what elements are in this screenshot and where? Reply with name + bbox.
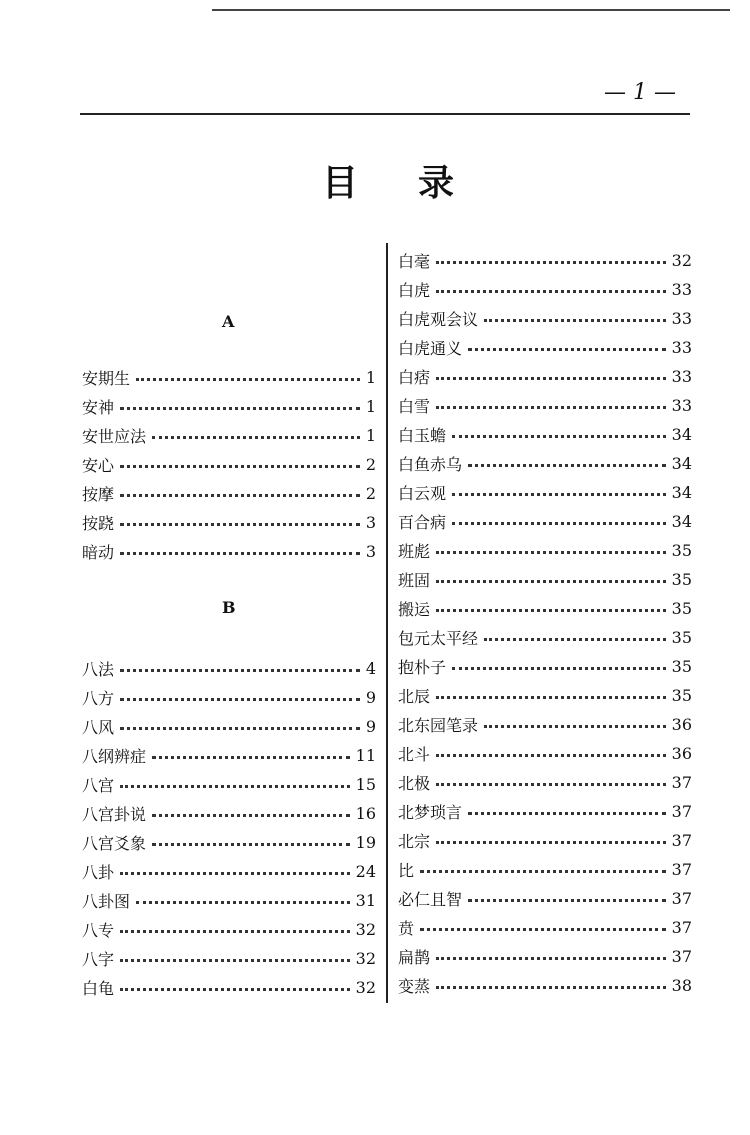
entry-term: 抱朴子	[398, 658, 447, 677]
dot-leader	[120, 727, 360, 730]
dot-leader	[452, 667, 666, 670]
toc-entry	[398, 652, 692, 681]
dot-leader	[468, 464, 666, 467]
entry-page: 37	[671, 947, 692, 966]
entry-page: 37	[671, 860, 692, 879]
entry-page: 32	[355, 978, 376, 997]
toc-entry	[398, 333, 692, 362]
entry-page: 33	[671, 338, 692, 357]
dot-leader	[120, 930, 350, 933]
dot-leader	[436, 551, 666, 554]
entry-page: 11	[355, 746, 376, 765]
dot-leader	[120, 872, 350, 875]
toc-entry	[82, 799, 376, 828]
dot-leader	[152, 843, 350, 846]
dot-leader	[420, 870, 666, 873]
entry-page: 1	[365, 397, 376, 416]
dot-leader	[136, 378, 360, 381]
dot-leader	[436, 957, 666, 960]
entry-term: 八宫卦说	[82, 805, 147, 824]
entry-page: 3	[365, 542, 376, 561]
entry-term: 安世应法	[82, 427, 147, 446]
entry-page: 16	[355, 804, 376, 823]
toc-entry	[398, 739, 692, 768]
page-number: — 1 —	[604, 80, 676, 105]
entry-term: 北梦琐言	[398, 803, 463, 822]
toc-entry	[82, 857, 376, 886]
entry-term: 八宫	[82, 776, 115, 795]
entry-term: 八法	[82, 660, 115, 679]
entry-page: 35	[671, 541, 692, 560]
dot-leader	[452, 435, 666, 438]
entry-term: 八方	[82, 689, 115, 708]
toc-entry	[398, 449, 692, 478]
dot-leader	[436, 986, 666, 989]
dot-leader	[436, 261, 666, 264]
toc-entry	[82, 683, 376, 712]
page-title	[300, 155, 480, 205]
dot-leader	[452, 522, 666, 525]
toc-entry	[82, 915, 376, 944]
entry-term: 北极	[398, 774, 431, 793]
entry-page: 32	[355, 920, 376, 939]
toc-entry	[398, 420, 692, 449]
entry-page: 35	[671, 599, 692, 618]
toc-entry	[82, 770, 376, 799]
dot-leader	[436, 696, 666, 699]
dot-leader	[484, 319, 666, 322]
toc-entry	[82, 508, 376, 537]
toc-entry	[398, 478, 692, 507]
entry-page: 37	[671, 802, 692, 821]
entry-page: 34	[671, 512, 692, 531]
entry-term: 比	[398, 861, 415, 880]
toc-entry	[398, 971, 692, 1000]
entry-term: 班固	[398, 571, 431, 590]
toc-entry	[398, 594, 692, 623]
entry-term: 北斗	[398, 745, 431, 764]
entry-page: 36	[671, 715, 692, 734]
entry-page: 15	[355, 775, 376, 794]
entry-term: 白云观	[398, 484, 447, 503]
entry-page: 24	[355, 862, 376, 881]
dot-leader	[152, 436, 360, 439]
entry-term: 按跷	[82, 514, 115, 533]
entry-term: 白毫	[398, 252, 431, 271]
toc-entry	[82, 828, 376, 857]
entry-term: 贲	[398, 919, 415, 938]
dot-leader	[120, 494, 360, 497]
entry-page: 32	[355, 949, 376, 968]
toc-entry	[398, 304, 692, 333]
entry-term: 白鱼赤乌	[398, 455, 463, 474]
toc-entry	[82, 479, 376, 508]
toc-entry	[82, 712, 376, 741]
dot-leader	[436, 580, 666, 583]
dot-leader	[120, 407, 360, 410]
dot-leader	[120, 669, 360, 672]
entry-term: 北宗	[398, 832, 431, 851]
entry-term: 八卦	[82, 863, 115, 882]
toc-entry	[398, 246, 692, 275]
toc-entry	[82, 886, 376, 915]
dot-leader	[120, 552, 360, 555]
top-border-line	[212, 9, 730, 11]
entry-term: 扁鹊	[398, 948, 431, 967]
toc-entry	[82, 654, 376, 683]
entry-term: 北东园笔录	[398, 716, 479, 735]
entry-term: 变蒸	[398, 977, 431, 996]
entry-page: 1	[365, 426, 376, 445]
entry-term: 八字	[82, 950, 115, 969]
entry-page: 37	[671, 773, 692, 792]
toc-entry	[398, 391, 692, 420]
toc-entry	[82, 392, 376, 421]
toc-entry	[398, 565, 692, 594]
column-divider	[386, 243, 388, 1003]
entry-page: 33	[671, 309, 692, 328]
dot-leader	[468, 812, 666, 815]
entry-page: 2	[365, 484, 376, 503]
entry-term: 按摩	[82, 485, 115, 504]
dot-leader	[436, 290, 666, 293]
dot-leader	[120, 698, 360, 701]
title-char-1: 目	[322, 163, 359, 204]
toc-entry	[398, 855, 692, 884]
dot-leader	[152, 756, 350, 759]
dot-leader	[420, 928, 666, 931]
toc-entry	[398, 275, 692, 304]
dot-leader	[152, 814, 350, 817]
dot-leader	[468, 899, 666, 902]
entry-term: 八纲辨症	[82, 747, 147, 766]
toc-entry	[398, 913, 692, 942]
entry-page: 34	[671, 454, 692, 473]
dot-leader	[436, 841, 666, 844]
toc-entry	[398, 826, 692, 855]
toc-entry	[398, 710, 692, 739]
dot-leader	[436, 754, 666, 757]
toc-entry	[82, 537, 376, 566]
entry-term: 八专	[82, 921, 115, 940]
entry-term: 包元太平经	[398, 629, 479, 648]
entry-page: 37	[671, 889, 692, 908]
toc-entry	[398, 536, 692, 565]
entry-term: 白虎通义	[398, 339, 463, 358]
entry-term: 八卦图	[82, 892, 131, 911]
dot-leader	[120, 959, 350, 962]
entry-term: 白雪	[398, 397, 431, 416]
entry-term: 安期生	[82, 369, 131, 388]
header-rule	[80, 113, 690, 115]
toc-entry	[398, 884, 692, 913]
entry-page: 37	[671, 831, 692, 850]
toc-entry	[398, 507, 692, 536]
dot-leader	[136, 901, 350, 904]
toc-entry	[82, 973, 376, 1002]
toc-entry	[82, 944, 376, 973]
entry-term: 白虎观会议	[398, 310, 479, 329]
dot-leader	[436, 406, 666, 409]
entry-page: 38	[671, 976, 692, 995]
dot-leader	[436, 609, 666, 612]
dot-leader	[120, 523, 360, 526]
entry-page: 33	[671, 396, 692, 415]
entry-term: 八风	[82, 718, 115, 737]
entry-page: 3	[365, 513, 376, 532]
toc-entry	[398, 681, 692, 710]
entry-term: 百合病	[398, 513, 447, 532]
entry-term: 北辰	[398, 687, 431, 706]
entry-page: 31	[355, 891, 376, 910]
entry-page: 34	[671, 425, 692, 444]
entry-page: 19	[355, 833, 376, 852]
toc-entry	[398, 362, 692, 391]
toc-entry	[398, 797, 692, 826]
toc-entry	[398, 623, 692, 652]
entry-page: 35	[671, 570, 692, 589]
section-letter-a: A	[222, 312, 235, 331]
entry-page: 35	[671, 628, 692, 647]
entry-term: 安神	[82, 398, 115, 417]
entry-term: 白玉蟾	[398, 426, 447, 445]
entry-term: 班彪	[398, 542, 431, 561]
entry-term: 八宫爻象	[82, 834, 147, 853]
entry-page: 9	[365, 688, 376, 707]
entry-page: 33	[671, 280, 692, 299]
toc-entry	[82, 450, 376, 479]
entry-page: 1	[365, 368, 376, 387]
entry-page: 9	[365, 717, 376, 736]
entry-page: 37	[671, 918, 692, 937]
dot-leader	[120, 465, 360, 468]
toc-entry	[82, 421, 376, 450]
section-letter-b: B	[222, 598, 236, 617]
entry-term: 白龟	[82, 979, 115, 998]
toc-entry	[82, 363, 376, 392]
entry-page: 4	[365, 659, 376, 678]
entry-page: 34	[671, 483, 692, 502]
dot-leader	[452, 493, 666, 496]
dot-leader	[436, 783, 666, 786]
entry-term: 搬运	[398, 600, 431, 619]
entry-page: 35	[671, 657, 692, 676]
dot-leader	[484, 725, 666, 728]
dot-leader	[120, 785, 350, 788]
toc-entry	[398, 942, 692, 971]
toc-entry	[398, 768, 692, 797]
entry-term: 必仁且智	[398, 890, 463, 909]
dot-leader	[436, 377, 666, 380]
entry-page: 33	[671, 367, 692, 386]
dot-leader	[120, 988, 350, 991]
dot-leader	[484, 638, 666, 641]
entry-page: 2	[365, 455, 376, 474]
dot-leader	[468, 348, 666, 351]
entry-page: 35	[671, 686, 692, 705]
toc-entry	[82, 741, 376, 770]
entry-term: 安心	[82, 456, 115, 475]
title-char-2: 录	[418, 163, 455, 204]
entry-term: 白虎	[398, 281, 431, 300]
entry-page: 32	[671, 251, 692, 270]
entry-page: 36	[671, 744, 692, 763]
entry-term: 暗动	[82, 543, 115, 562]
entry-term: 白痞	[398, 368, 431, 387]
